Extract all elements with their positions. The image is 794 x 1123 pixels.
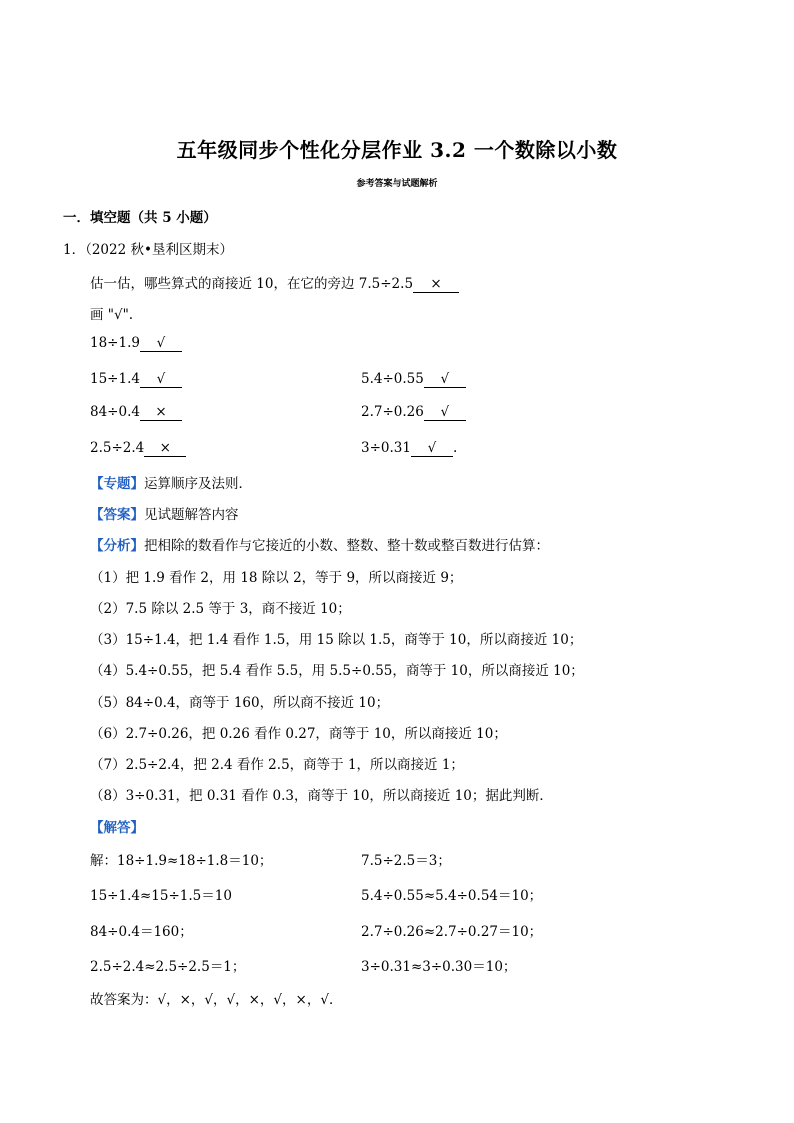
solution-line: 解：18÷1.9≈18÷1.8＝10； (90, 853, 273, 869)
question-prompt-line2: 画 "√". (90, 307, 134, 323)
solution-line: 84÷0.4＝160； (90, 924, 193, 940)
topic-line: 【专题】运算顺序及法则． (90, 476, 252, 492)
list-item: 3÷0.31 √ . (361, 440, 458, 456)
analysis-item: （7）2.5÷2.4，把 2.4 看作 2.5，商等于 1，所以商接近 1； (90, 757, 464, 773)
question-number: 1． (63, 242, 86, 258)
solution-line: 15÷1.4≈15÷1.5＝10 (90, 888, 232, 904)
analysis-item: （4）5.4÷0.55，把 5.4 看作 5.5，用 5.5÷0.55，商等于 10，所以商接近 10； (90, 663, 584, 679)
list-item: 15÷1.4 √ (90, 371, 182, 388)
analysis-item: （5）84÷0.4，商等于 160，所以商不接近 10； (90, 695, 390, 711)
analysis-item: （3）15÷1.4，把 1.4 看作 1.5，用 15 除以 1.5，商等于 10，所以商接近 10； (90, 632, 583, 648)
final-answer: 故答案为：√，×，√，√，×，√，×，√． (90, 992, 343, 1008)
analysis-item: （8）3÷0.31，把 0.31 看作 0.3，商等于 10，所以商接近 10；据此判断． (90, 788, 553, 804)
list-item: 18÷1.9 √ (90, 335, 182, 352)
prompt-expression: 7.5÷2.5 (358, 276, 414, 292)
answer-blank: × (140, 405, 182, 421)
answer-blank: × (413, 277, 459, 293)
answer-blank: √ (424, 405, 466, 421)
topic-tag: 【专题】 (90, 476, 144, 492)
answer-tag: 【答案】 (90, 507, 144, 523)
answer-blank: √ (140, 372, 182, 388)
solution-line: 2.5÷2.4≈2.5÷2.5＝1； (90, 959, 246, 975)
solution-line: 5.4÷0.55≈5.4÷0.54＝10； (361, 888, 543, 904)
question-header (63, 238, 233, 258)
list-item: 2.7÷0.26 √ (361, 404, 466, 421)
section-heading: 一．填空题（共 5 小题） (63, 210, 217, 226)
answer-blank: × (144, 441, 186, 457)
list-item: 5.4÷0.55 √ (361, 371, 466, 388)
solution-tag: 【解答】 (90, 820, 144, 836)
answer-blank: √ (411, 441, 453, 457)
solution-line: 2.7÷0.26≈2.7÷0.27＝10； (361, 924, 543, 940)
question-source: （2022 秋•垦利区期末） (85, 242, 233, 258)
page-title: 五年级同步个性化分层作业 3.2 一个数除以小数 (176, 138, 618, 162)
analysis-item: （2）7.5 除以 2.5 等于 3，商不接近 10； (90, 601, 351, 617)
analysis-item: （6）2.7÷0.26，把 0.26 看作 0.27，商等于 10，所以商接近 10； (90, 726, 507, 742)
list-item: 2.5÷2.4 × (90, 440, 186, 457)
analysis-line: 【分析】把相除的数看作与它接近的小数、整数、整十数或整百数进行估算： (90, 538, 549, 554)
list-item: 84÷0.4 × (90, 404, 182, 421)
analysis-item: （1）把 1.9 看作 2，用 18 除以 2，等于 9，所以商接近 9； (90, 570, 463, 586)
solution-line: 7.5÷2.5＝3； (361, 853, 451, 869)
solution-line: 3÷0.31≈3÷0.30＝10； (361, 959, 517, 975)
answer-blank: √ (140, 336, 182, 352)
answer-blank: √ (424, 372, 466, 388)
page-subtitle: 参考答案与试题解析 (356, 179, 438, 189)
analysis-tag: 【分析】 (90, 538, 144, 554)
question-prompt: 估一估，哪些算式的商接近 10，在它的旁边 7.5÷2.5 × (90, 272, 459, 293)
answer-line: 【答案】见试题解答内容 (90, 507, 239, 523)
